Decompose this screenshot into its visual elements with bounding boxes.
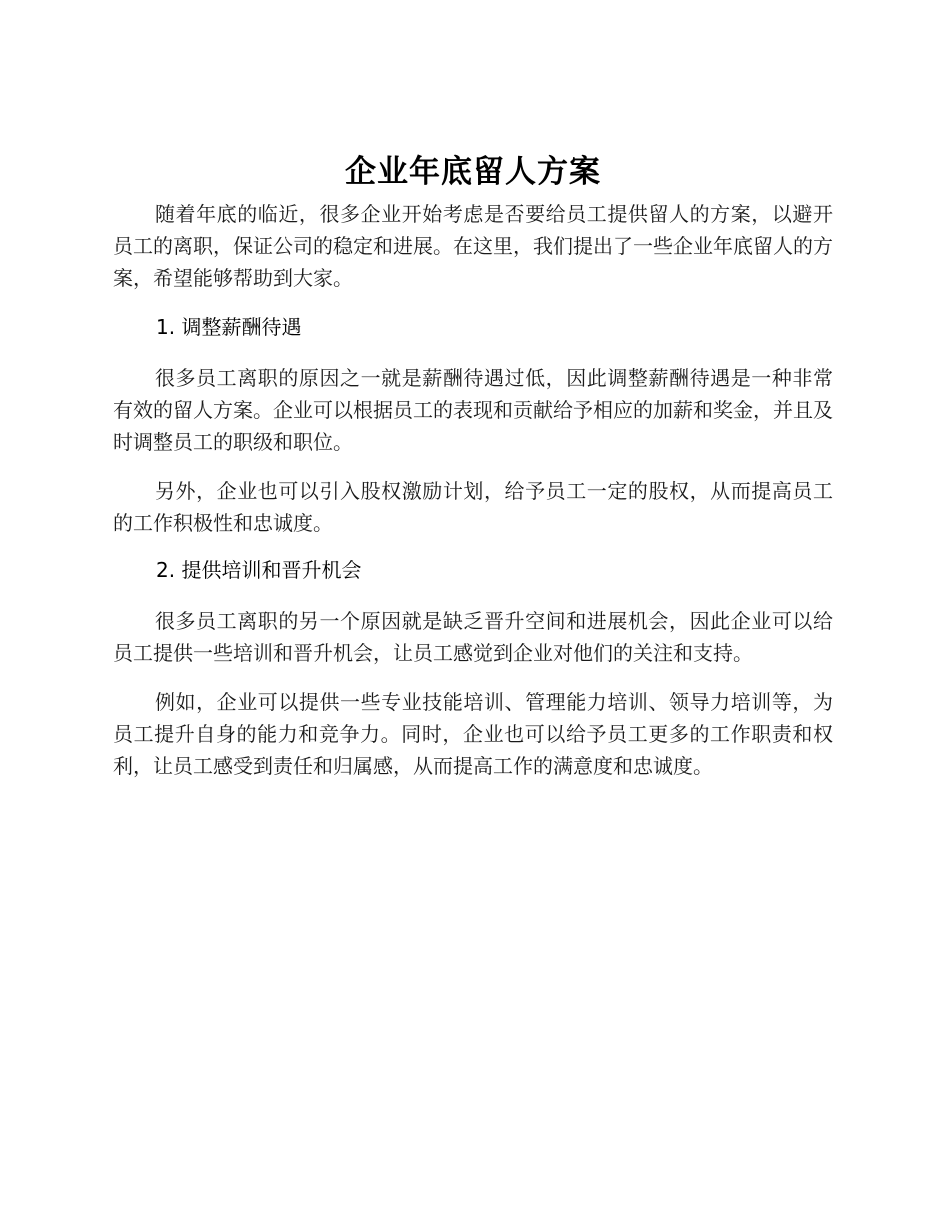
document-title: 企业年底留人方案 — [345, 154, 601, 190]
section-heading: 1. 调整薪酬待遇 — [156, 315, 302, 339]
intro-paragraph: 随着年底的临近，很多企业开始考虑是否要给员工提供留人的方案，以避开员工的离职，保证公司的稳定和进展。在这里，我们提出了一些企业年底留人的方案，希望能够帮助到大家。 — [113, 202, 833, 290]
section-paragraph: 很多员工离职的原因之一就是薪酬待遇过低，因此调整薪酬待遇是一种非常有效的留人方案。企业可以根据员工的表现和贡献给予相应的加薪和奖金，并且及时调整员工的职级和职位。 — [113, 366, 833, 454]
section-1 — [113, 313, 833, 539]
document-page — [113, 150, 833, 799]
section-heading: 2. 提供培训和晋升机会 — [156, 558, 362, 582]
section-paragraph: 很多员工离职的另一个原因就是缺乏晋升空间和进展机会，因此企业可以给员工提供一些培训和晋升机会，让员工感觉到企业对他们的关注和支持。 — [113, 609, 833, 665]
section-paragraph: 另外，企业也可以引入股权激励计划，给予员工一定的股权，从而提高员工的工作积极性和忠诚度。 — [113, 479, 833, 535]
section-2 — [113, 556, 833, 782]
section-paragraph: 例如，企业可以提供一些专业技能培训、管理能力培训、领导力培训等，为员工提升自身的能力和竞争力。同时，企业也可以给予员工更多的工作职责和权利，让员工感受到责任和归属感，从而提高工作的满意度和忠诚度。 — [113, 690, 833, 778]
